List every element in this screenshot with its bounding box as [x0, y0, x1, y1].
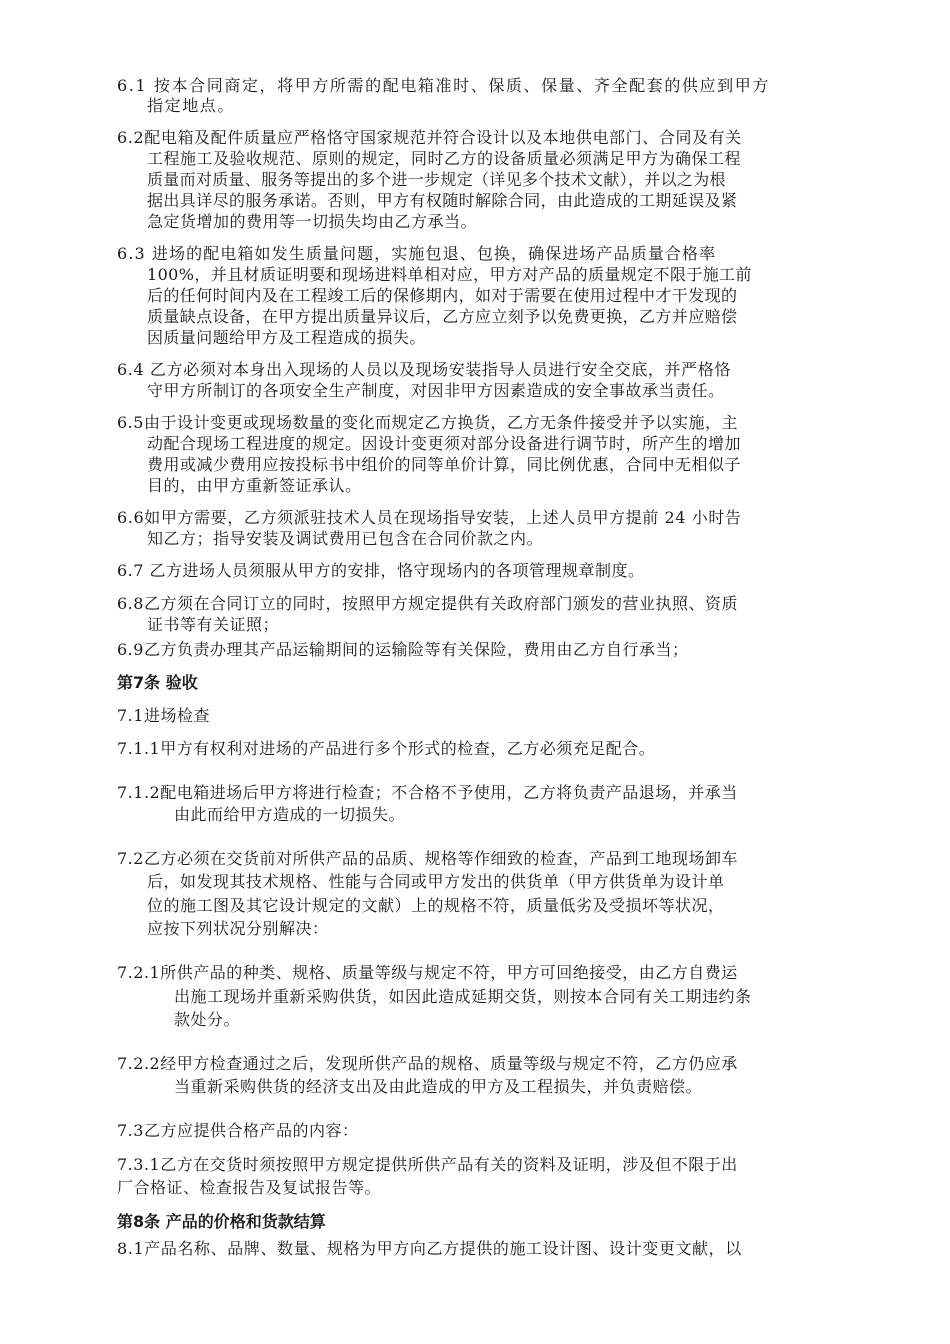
clause-6-2-line-4: 据出具详尽的服务承诺。否则，甲方有权随时解除合同，由此造成的工期延误及紧: [147, 191, 738, 210]
clause-6-5-line-4: 目的，由甲方重新签证承认。: [147, 476, 362, 495]
clause-7-2-line-1: 7.2乙方必须在交货前对所供产品的品质、规格等作细致的检查，产品到工地现场卸车: [117, 849, 738, 868]
clause-7-2-1-line-3: 款处分。: [174, 1010, 241, 1029]
clause-6-3-line-2: 100%，并且材质证明要和现场进料单相对应，甲方对产品的质量规定不限于施工前: [147, 265, 752, 284]
clause-7-2-line-2: 后，如发现其技术规格、性能与合同或甲方发出的供货单（甲方供货单为设计单: [147, 872, 725, 891]
clause-6-7-line-1: 6.7 乙方进场人员须服从甲方的安排，恪守现场内的各项管理规章制度。: [117, 561, 645, 580]
clause-6-3-line-4: 质量缺点设备，在甲方提出质量异议后，乙方应立刻予以免费更换，乙方并应赔偿: [147, 307, 738, 326]
clause-6-4-line-1: 6.4 乙方必须对本身出入现场的人员以及现场安装指导人员进行安全交底，并严格恪: [117, 360, 731, 379]
clause-7-1-2-line-2: 由此而给甲方造成的一切损失。: [174, 805, 406, 824]
clause-6-3-line-1: 6.3 进场的配电箱如发生质量问题，实施包退、包换，确保进场产品质量合格率: [117, 244, 717, 263]
article-7-heading: 第7条 验收: [117, 673, 198, 692]
article-8-heading: 第8条 产品的价格和货款结算: [117, 1212, 326, 1231]
clause-6-9-line-1: 6.9乙方负责办理其产品运输期间的运输险等有关保险，费用由乙方自行承当；: [117, 640, 689, 659]
clause-6-5-line-3: 费用或减少费用应按投标书中组价的同等单价计算，同比例优惠，合同中无相似子: [147, 455, 742, 474]
clause-6-6-line-2: 知乙方；指导安装及调试费用已包含在合同价款之内。: [147, 529, 544, 548]
clause-6-1-line-1: 6.1 按本合同商定，将甲方所需的配电箱准时、保质、保量、齐全配套的供应到甲方: [117, 76, 770, 95]
clause-6-1-line-2: 指定地点。: [147, 96, 236, 115]
clause-7-2-line-3: 位的施工图及其它设计规定的文献）上的规格不符，质量低劣及受损坏等状况，: [147, 896, 725, 915]
clause-7-2-2-line-1: 7.2.2经甲方检查通过之后，发现所供产品的规格、质量等级与规定不符，乙方仍应承: [117, 1054, 738, 1073]
clause-7-3-1-line-2: 厂合格证、检查报告及复试报告等。: [117, 1178, 382, 1197]
clause-6-8-line-2: 证书等有关证照；: [147, 615, 280, 634]
clause-6-5-line-1: 6.5由于设计变更或现场数量的变化而规定乙方换货，乙方无条件接受并予以实施，主: [117, 413, 738, 432]
clause-7-1-1-line-1: 7.1.1甲方有权利对进场的产品进行多个形式的检查，乙方必须充足配合。: [117, 739, 656, 758]
clause-6-8-line-1: 6.8乙方须在合同订立的同时，按照甲方规定提供有关政府部门颁发的营业执照、资质: [117, 594, 738, 613]
clause-6-3-line-3: 后的任何时间内及在工程竣工后的保修期内，如对于需要在使用过程中才干发现的: [147, 286, 738, 305]
clause-6-3-line-5: 因质量问题给甲方及工程造成的损失。: [147, 328, 426, 347]
clause-7-2-line-4: 应按下列状况分别解决：: [147, 919, 329, 938]
clause-6-4-line-2: 守甲方所制订的各项安全生产制度，对因非甲方因素造成的安全事故承当责任。: [147, 381, 725, 400]
clause-8-1-line-1: 8.1产品名称、品牌、数量、规格为甲方向乙方提供的施工设计图、设计变更文献，以: [117, 1239, 742, 1258]
clause-6-2-line-5: 急定货增加的费用等一切损失均由乙方承当。: [147, 212, 478, 231]
clause-7-2-1-line-1: 7.2.1所供产品的种类、规格、质量等级与规定不符，甲方可回绝接受，由乙方自费运: [117, 963, 738, 982]
clause-6-2-line-3: 质量而对质量、服务等提出的多个进一步规定（详见多个技术文献），并以之为根: [147, 170, 726, 189]
clause-7-1-line-1: 7.1进场检查: [117, 706, 210, 725]
clause-6-6-line-1: 6.6如甲方需要，乙方须派驻技术人员在现场指导安装，上述人员甲方提前 24 小时告: [117, 508, 742, 527]
clause-7-2-2-line-2: 当重新采购供货的经济支出及由此造成的甲方及工程损失，并负责赔偿。: [174, 1077, 703, 1096]
clause-7-1-2-line-1: 7.1.2配电箱进场后甲方将进行检查；不合格不予使用，乙方将负责产品退场，并承当: [117, 783, 738, 802]
clause-7-3-1-line-1: 7.3.1乙方在交货时须按照甲方规定提供所供产品有关的资料及证明，涉及但不限于出: [117, 1155, 738, 1174]
clause-7-2-1-line-2: 出施工现场并重新采购供货，如因此造成延期交货，则按本合同有关工期违约条: [174, 987, 752, 1006]
clause-6-2-line-2: 工程施工及验收规范、原则的规定，同时乙方的设备质量必须满足甲方为确保工程: [147, 149, 742, 168]
clause-6-2-line-1: 6.2配电箱及配件质量应严格恪守国家规范并符合设计以及本地供电部门、合同及有关: [117, 128, 742, 147]
clause-6-5-line-2: 动配合现场工程进度的规定。因设计变更须对部分设备进行调节时，所产生的增加: [147, 434, 742, 453]
clause-7-3-line-1: 7.3乙方应提供合格产品的内容：: [117, 1121, 359, 1140]
